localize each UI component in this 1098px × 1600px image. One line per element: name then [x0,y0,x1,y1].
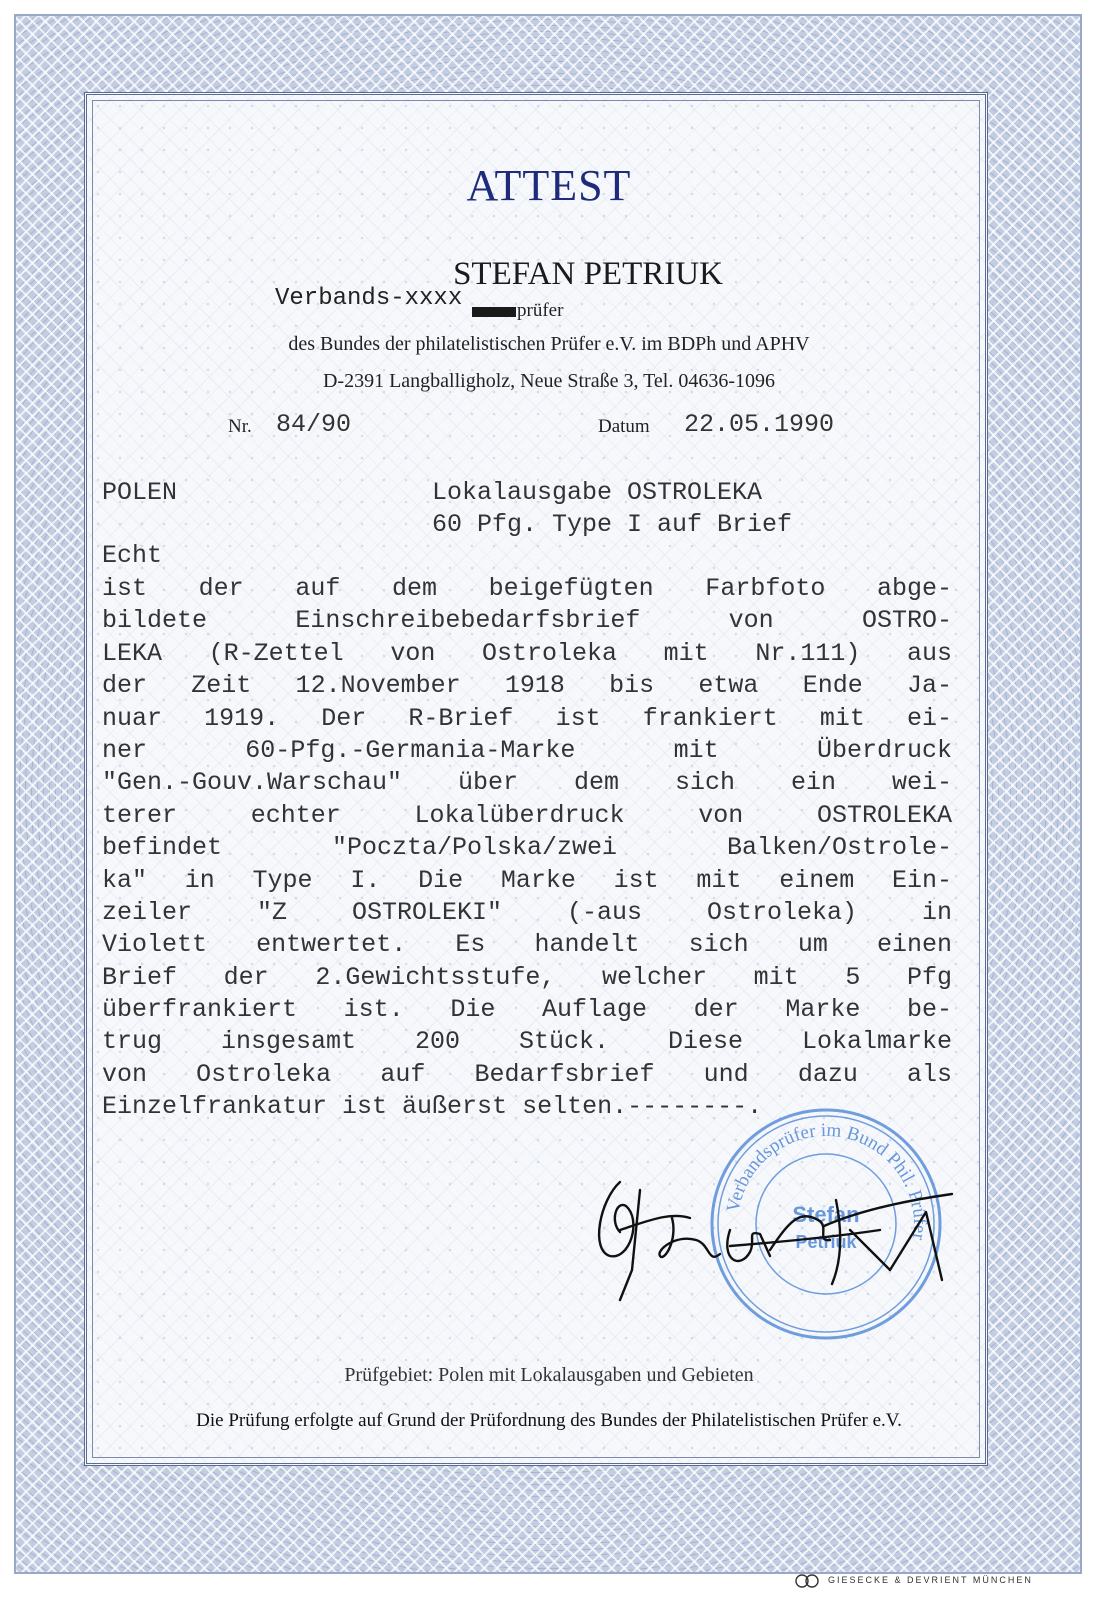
body-line: überfrankiert ist. Die Auflage der Marke be- [102,995,952,1025]
association-line: des Bundes der philatelistischen Prüfer e.V. im BDPh und APHV [288,333,810,355]
examiner-role-typed: Verbands-xxxx [275,285,463,312]
number-value: 84/90 [276,410,352,439]
verdict: Echt [102,541,163,570]
printer-imprint: GIESECKE & DEVRIENT MÜNCHEN [828,1575,1033,1585]
certificate-title: ATTEST [466,161,632,210]
examination-basis: Die Prüfung erfolgte auf Grund der Prüfordnung des Bundes der Philatelistischen Prüfer e.V. [196,1410,902,1431]
handwritten-signature [580,1160,960,1310]
country-label: POLEN [102,478,178,507]
seal-center-line-1: Stefan [792,1202,860,1227]
seal-center-line-2: Petriuk [795,1232,857,1252]
redaction-bar [472,307,516,317]
body-line: bildete Einschreibebedarfsbrief von OSTRO- [102,606,952,636]
body-line: Einzelfrankatur ist äußerst selten.--------. [102,1092,763,1122]
body-line: trug insgesamt 200 Stück. Diese Lokalmarke [102,1027,952,1057]
body-line: zeiler "Z OSTROLEKI" (-aus Ostroleka) in [102,897,952,927]
body-line: ner 60-Pfg.-Germania-Marke mit Überdruck [102,735,952,765]
examination-scope: Prüfgebiet: Polen mit Lokalausgaben und Gebieten [344,1364,754,1386]
body-line: ist der auf dem beigefügten Farbfoto abge- [102,574,952,603]
body-line: befindet "Poczta/Polska/zwei Balken/Ostrole- [102,833,952,863]
subject-line-1: Lokalausgabe OSTROLEKA [432,478,763,507]
number-label: Nr. [228,416,252,437]
address-line: D-2391 Langballigholz, Neue Straße 3, Tel. 04636-1096 [322,370,776,392]
body-line: nuar 1919. Der R-Brief ist frankiert mit ei- [102,703,952,733]
body-line: "Gen.-Gouv.Warschau" über dem sich ein wei- [102,768,952,798]
body-line: von Ostroleka auf Bedarfsbrief und dazu als [102,1059,952,1089]
examiner-role-suffix: prüfer [517,300,564,321]
body-line: LEKA (R-Zettel von Ostroleka mit Nr.111) aus [102,638,952,668]
body-line: Violett entwertet. Es handelt sich um einen [102,930,952,960]
body-line: ka" in Type I. Die Marke ist mit einem Ein- [102,865,952,895]
certificate-body [102,573,952,1124]
examiner-role-printed [472,300,563,322]
body-line: der Zeit 12.November 1918 bis etwa Ende Ja- [102,671,952,701]
seal-ring-text: Verbandsprüfer im Bund Phil. Prüfer [722,1119,931,1242]
date-label: Datum [598,416,650,437]
subject-line-2: 60 Pfg. Type I auf Brief [432,510,793,539]
date-value: 22.05.1990 [684,410,835,439]
body-line: Brief der 2.Gewichtsstufe, welcher mit 5 Pfg [102,962,952,992]
examiner-name: STEFAN PETRIUK [453,256,723,292]
body-line: terer echter Lokalüberdruck von OSTROLEKA [102,800,952,830]
